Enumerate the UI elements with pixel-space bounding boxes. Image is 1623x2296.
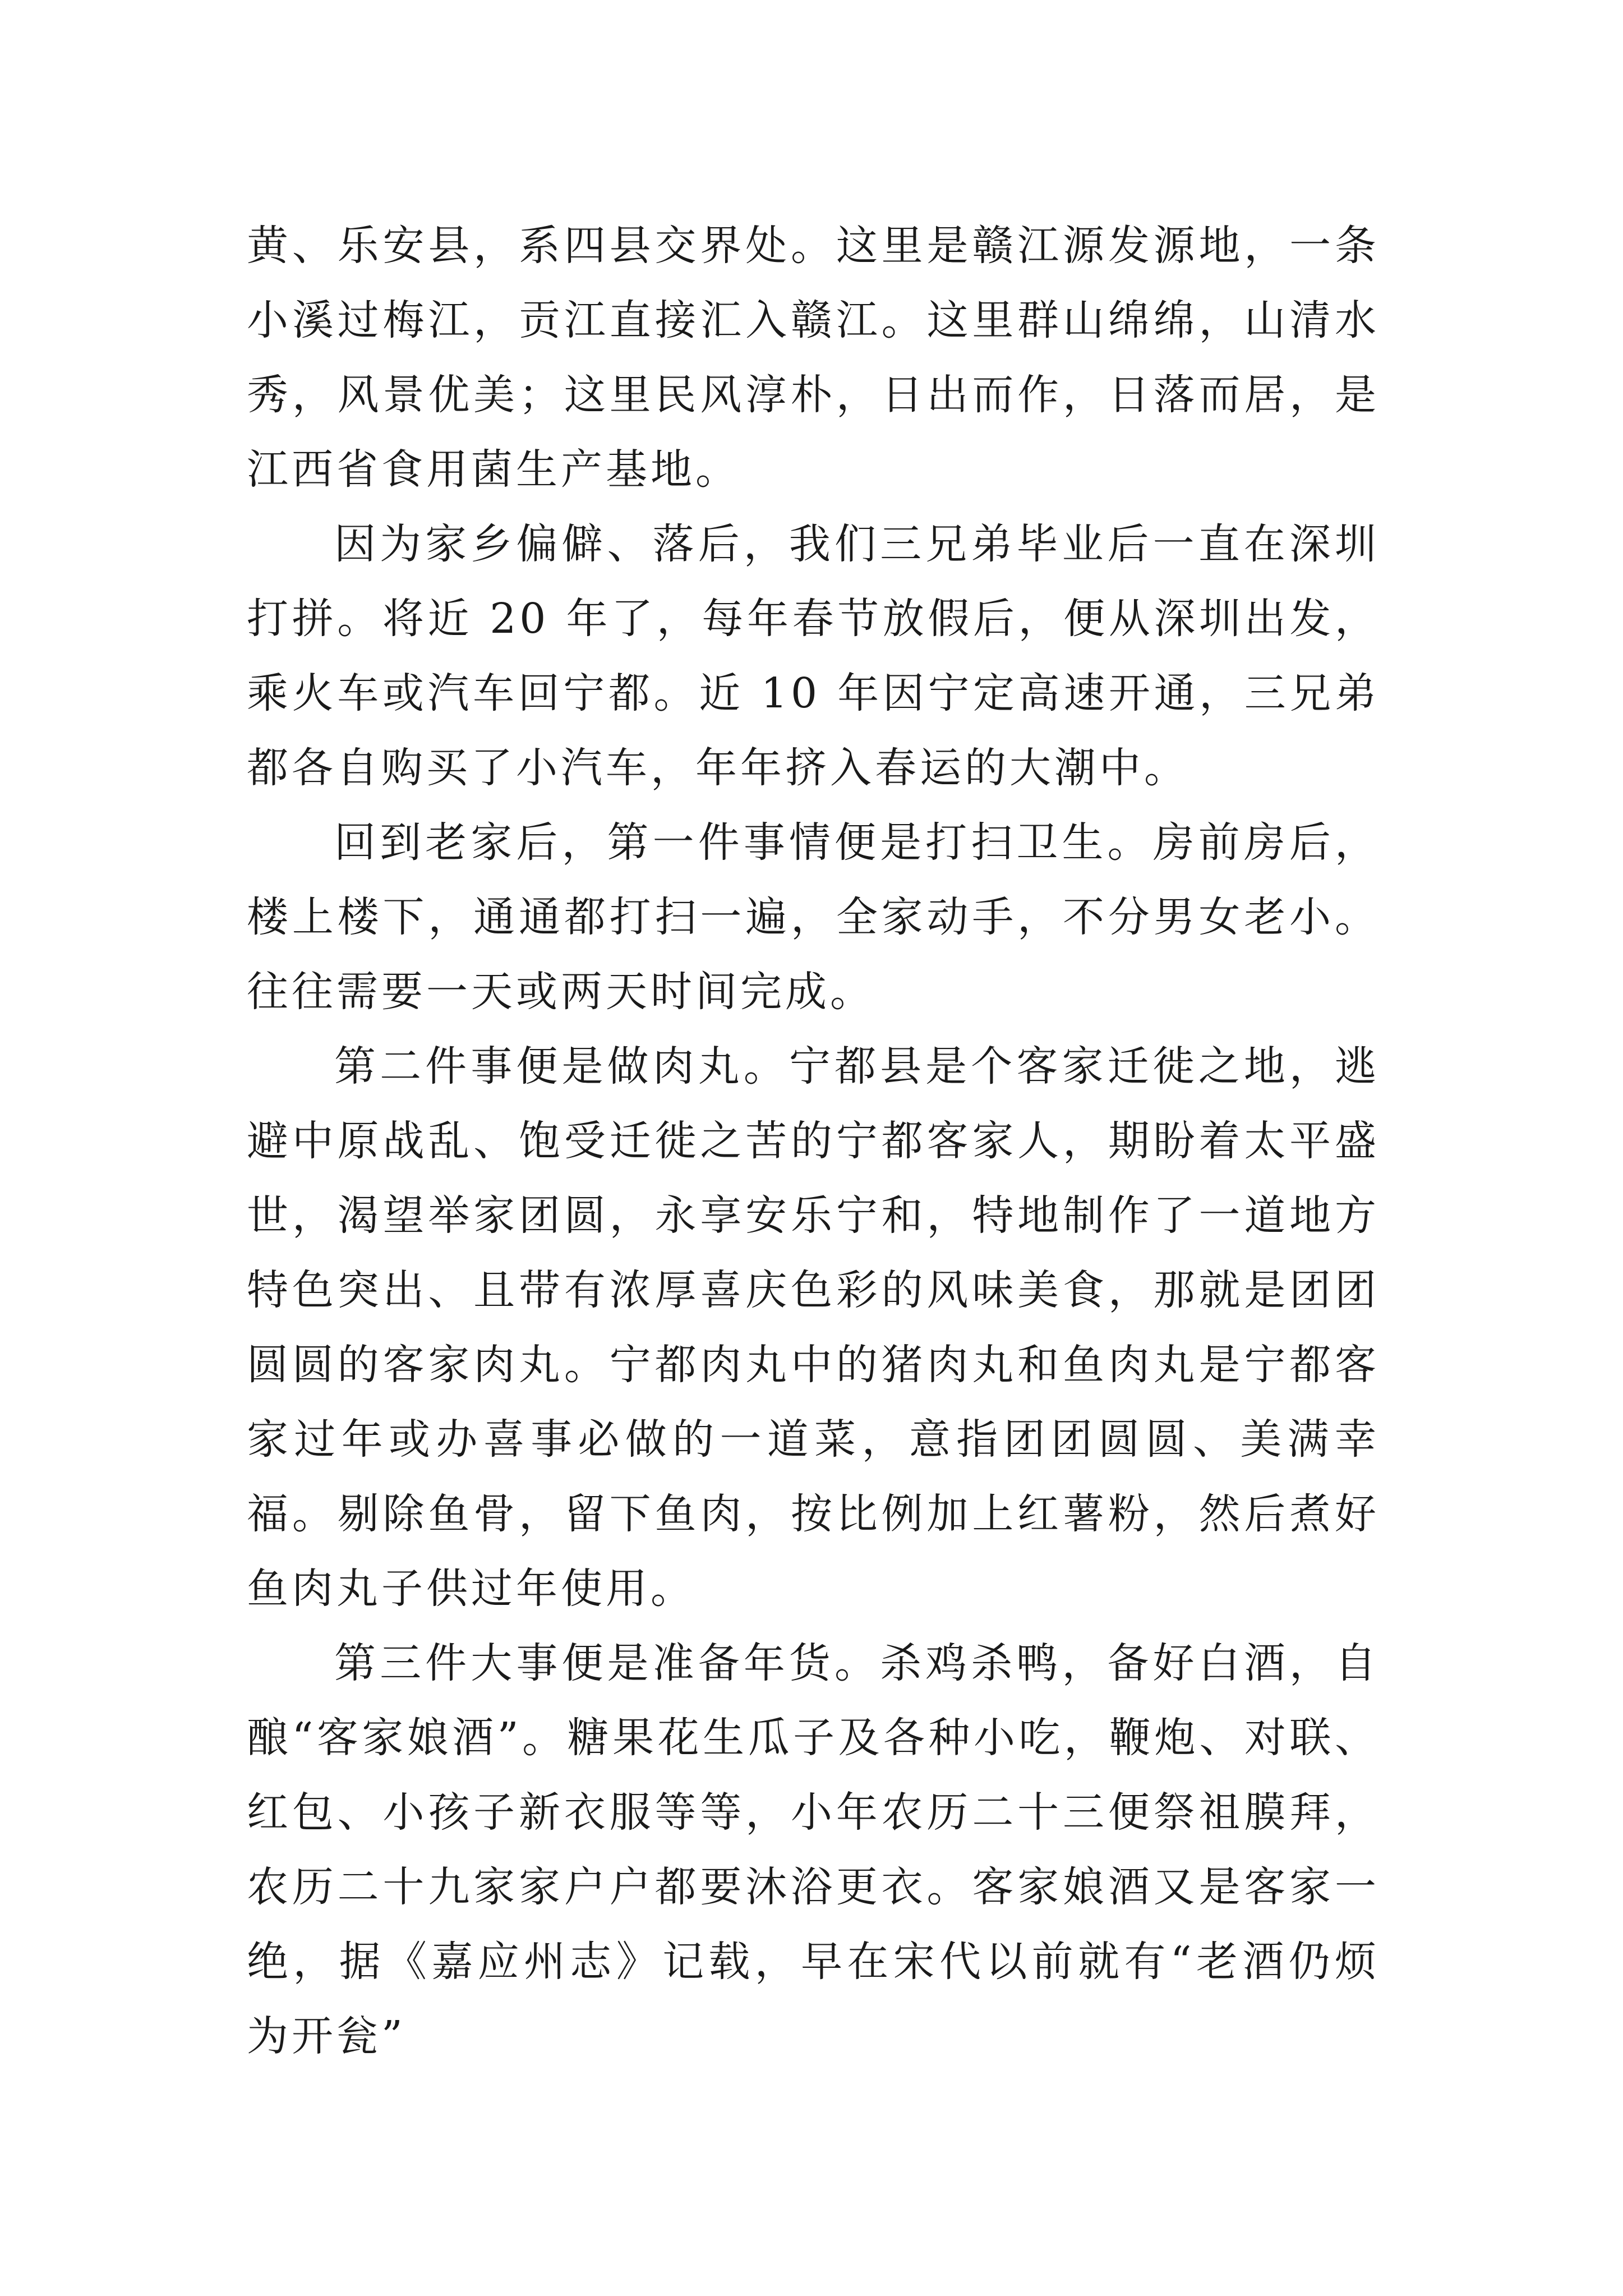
- paragraph-2: 因为家乡偏僻、落后，我们三兄弟毕业后一直在深圳打拼。将近 20 年了，每年春节放假后，便从深圳出发，乘火车或汽车回宁都。近 10 年因宁定高速开通，三兄弟都各自购买了小汽车，年年挤入春运的大潮中。: [247, 520, 1380, 792]
- paragraph-4: 第二件事便是做肉丸。宁都县是个客家迁徙之地，逃避中原战乱、饱受迁徙之苦的宁都客家人，期盼着太平盛世，渴望举家团圆，永享安乐宁和，特地制作了一道地方特色突出、且带有浓厚喜庆色彩的风味美食，那就是团团圆圆的客家肉丸。宁都肉丸中的猪肉丸和鱼肉丸是宁都客家过年或办喜事必做的一道菜，意指团团圆圆、美满幸福。剔除鱼骨，留下鱼肉，按比例加上红薯粉，然后煮好鱼肉丸子供过年使用。: [247, 1042, 1380, 1613]
- paragraph-1: 黄、乐安县，系四县交界处。这里是赣江源发源地，一条小溪过梅江，贡江直接汇入赣江。这里群山绵绵，山清水秀，风景优美；这里民风淳朴，日出而作，日落而居，是江西省食用菌生产基地。: [247, 222, 1380, 494]
- document-body: [247, 209, 1380, 2074]
- paragraph-5: 第三件大事便是准备年货。杀鸡杀鸭，备好白酒，自酿“客家娘酒”。糖果花生瓜子及各种小吃，鞭炮、对联、红包、小孩子新衣服等等，小年农历二十三便祭祖膜拜，农历二十九家家户户都要沐浴更衣。客家娘酒又是客家一绝，据《嘉应州志》记载，早在宋代以前就有“老酒仍烦为开瓮”: [247, 1639, 1380, 2060]
- paragraph-3: 回到老家后，第一件事情便是打扫卫生。房前房后，楼上楼下，通通都打扫一遍，全家动手，不分男女老小。往往需要一天或两天时间完成。: [247, 818, 1380, 1016]
